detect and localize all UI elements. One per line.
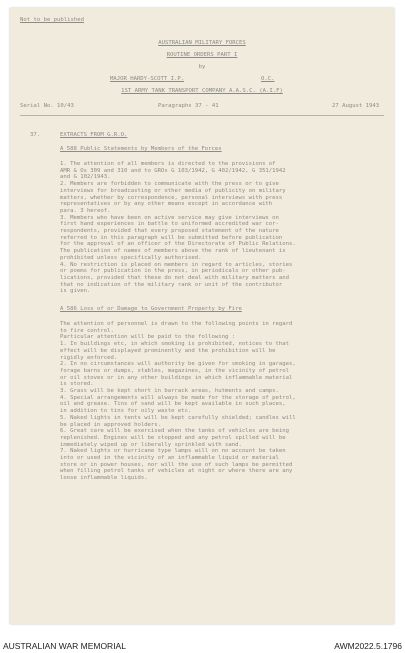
section-b-line: 4. Special arrangements will always be made for the storage of petrol,	[60, 394, 296, 401]
paragraph-number: 37.	[30, 132, 41, 138]
section-b-line: immediately wiped up or liberally sprinkled with sand.	[60, 441, 242, 448]
section-a-title: A 588 Public Statements by Members of the Forces	[60, 146, 222, 152]
section-a-line: matters, whether by correspondence, personal interviews with press	[60, 194, 283, 201]
section-a-line: prohibited unless specifically authorised.	[60, 254, 202, 261]
document-heading: AUSTRALIAN MILITARY FORCES	[158, 40, 246, 46]
section-b-line: 2. In no circumstances will authority be given for smoking in garages,	[60, 361, 296, 368]
unit-name: 1ST ARMY TANK TRANSPORT COMPANY A.A.S.C. (A.I.F)	[121, 88, 283, 94]
by-line: by	[198, 64, 206, 70]
section-b-line: effect will be displayed prominently and the prohibition will be	[60, 347, 276, 354]
section-b-line: is stored.	[60, 381, 94, 388]
section-a-line: representatives or by any other means except in accordance with	[60, 201, 273, 208]
document-date: 27 August 1943	[332, 103, 380, 109]
section-b-line: 7. Naked lights or hurricane type lamps will on no account be taken	[60, 448, 286, 455]
section-b-line: replenished. Engines will be stopped and any petrol spilled will be	[60, 434, 286, 441]
section-b-line: to fire control.	[60, 327, 114, 334]
section-b-body	[60, 321, 380, 482]
archive-name: AUSTRALIAN WAR MEMORIAL	[3, 641, 126, 651]
document-subheading: ROUTINE ORDERS PART I	[166, 52, 238, 58]
section-b-line: loose inflammable liquids.	[60, 475, 148, 482]
section-b-line: forage barns or dumps, stables, magazines, in the vicinity of petrol	[60, 367, 290, 374]
section-a-line: 4. No restriction is placed on members in regard to articles, stories	[60, 261, 293, 268]
section-a-line: referred to in this paragraph will be submitted before publication	[60, 234, 283, 241]
section-b-line: when filling petrol tanks of vehicles at night or where there are any	[60, 468, 293, 475]
section-b-line: 3. Grass will be kept short in barrack areas, hutments and camps.	[60, 388, 279, 395]
section-b-line: store or in power houses, nor will the use of such lamps be permitted	[60, 461, 293, 468]
section-b-line: rigidly enforced.	[60, 354, 118, 361]
section-b-title: A 586 Loss of or Damage to Government Property by Fire	[60, 306, 242, 312]
section-b-line: in addition to tins for oily waste etc.	[60, 408, 192, 415]
section-b-line: oil and grease. Tins of sand will be kept available in such places,	[60, 401, 286, 408]
officer-post: O.C.	[261, 76, 275, 82]
section-a-line: first hand experiences in battle to uniformed accredited war cor-	[60, 221, 279, 228]
section-a-line: The publication of names of members above the rank of lieutenant is	[60, 248, 286, 255]
archive-reference: AWM2022.5.1796	[334, 641, 402, 651]
section-b-line: 6. Great care will be exercised when the tanks of vehicles are being	[60, 428, 290, 435]
section-a-body	[60, 161, 380, 295]
paragraph-title: EXTRACTS FROM G.R.O.	[60, 132, 128, 138]
serial-number: Serial No. 10/43	[20, 103, 74, 109]
section-b-line: Particular attention will be paid to the following :	[60, 334, 236, 341]
section-a-line: that no indication of the military rank or unit of the contributor	[60, 281, 283, 288]
header-rule	[20, 115, 384, 116]
section-b-line: be placed in approved holders.	[60, 421, 162, 428]
classification-stamp: Not to be published	[20, 17, 84, 23]
section-b-line: or oil stoves or in any other buildings in which inflammable material	[60, 374, 293, 381]
section-a-line: and G 102/1943.	[60, 174, 111, 181]
officer-name: MAJOR HARDY-SCOTT I.P.	[110, 76, 185, 82]
section-b-line: 5. Naked lights in tents will be kept carefully shielded; candles will	[60, 414, 296, 421]
section-b-line: 1. In buildings etc, in which smoking is prohibited, notices to that	[60, 341, 290, 348]
paragraph-range: Paragraphs 37 - 41	[158, 103, 219, 109]
section-a-line: 1. The attention of all members is directed to the provisions of	[60, 161, 276, 167]
section-b-line: into or used in the vicinity of an inflammable liquid or material	[60, 455, 279, 462]
section-a-line: 2. Members are forbidden to communicate with the press or to give	[60, 181, 279, 188]
document-page	[10, 8, 394, 624]
section-a-line: respondents, provided that every proposed statement of the nature	[60, 228, 279, 235]
section-a-line: 3. Members who have been on active service may give interviews on	[60, 214, 279, 221]
section-a-line: for the approval of an officer of the Directorate of Public Relations.	[60, 241, 296, 248]
section-a-line: AMR & Os 309 and 310 and to GROs G 103/1942, G 402/1942, G 351/1942	[60, 167, 286, 174]
section-a-line: is given.	[60, 288, 91, 295]
section-a-line: lications, provided that these do not deal with military matters and	[60, 274, 290, 281]
section-a-line: or poems for publication in the press, in periodicals or other pub-	[60, 268, 286, 275]
archive-footer	[0, 637, 405, 653]
section-a-line: para. 3 hereof.	[60, 207, 111, 214]
section-b-line: The attention of personnel is drawn to the following points in regard	[60, 321, 293, 327]
section-a-line: interviews for broadcasting or other media of publicity on military	[60, 187, 286, 194]
